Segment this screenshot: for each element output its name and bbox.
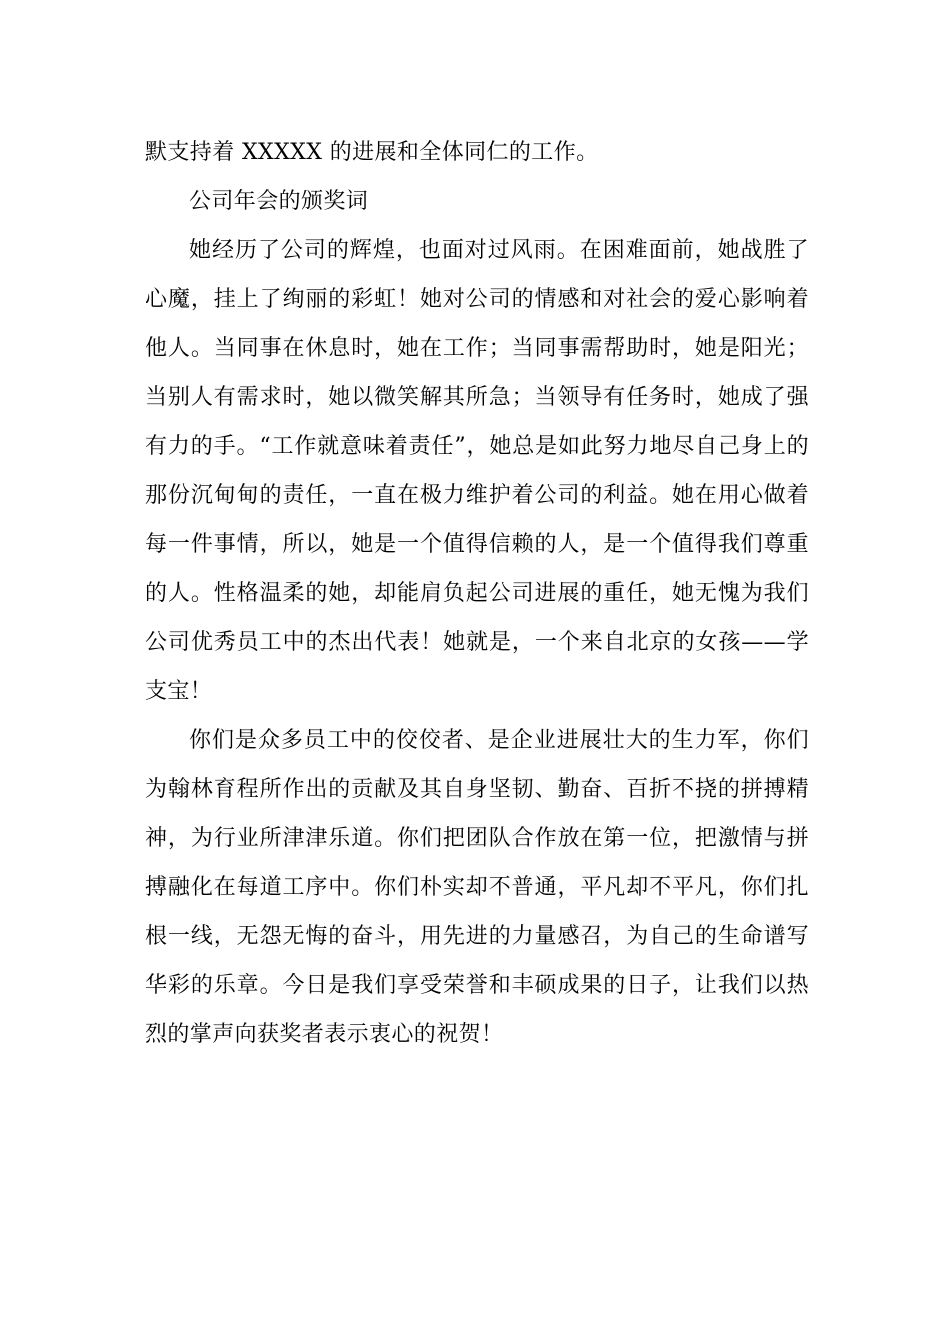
paragraph-continuation: 默支持着 XXXXX 的进展和全体同仁的工作。 [145,140,599,165]
paragraph-award-individual: 她经历了公司的辉煌，也面对过风雨。在困难面前，她战胜了心魔，挂上了绚丽的彩虹！她对公司的情感和对社会的爱心影响着他人。当同事在休息时，她在工作；当同事需帮助时，她是阳光；当别人有需求时，她以微笑解其所急；当领导有任务时，她成了强有力的手。“工作就意味着责任”，她总是如此努力地尽自己身上的那份沉甸甸的责任，一直在极力维护着公司的利益。她在用心做着每一件事情，所以，她是一个值得信赖的人，是一个值得我们尊重的人。性格温柔的她，却能肩负起公司进展的重任，她无愧为我们公司优秀员工中的杰出代表！她就是，一个来自北京的女孩——学支宝！ [145,238,809,704]
section-heading: 公司年会的颁奖词 [189,189,369,214]
document-body [145,128,809,1059]
paragraph-award-team: 你们是众多员工中的佼佼者、是企业进展壮大的生力军，你们为翰林育程所作出的贡献及其自身坚韧、勤奋、百折不挠的拼搏精神，为行业所津津乐道。你们把团队合作放在第一位，把激情与拼搏融化在每道工序中。你们朴实却不普通，平凡却不平凡，你们扎根一线，无怨无悔的奋斗，用先进的力量感召，为自己的生命谱写华彩的乐章。今日是我们享受荣誉和丰硕成果的日子，让我们以热烈的掌声向获奖者表示衷心的祝贺！ [145,728,809,1047]
